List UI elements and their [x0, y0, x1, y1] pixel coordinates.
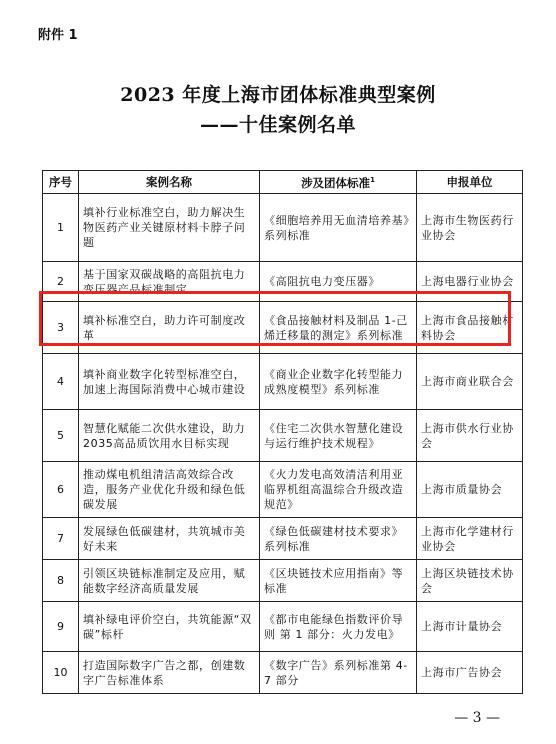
row-organization: 上海市计量协会: [417, 602, 523, 652]
row-index: 3: [43, 302, 79, 354]
header-organization: 申报单位: [417, 171, 523, 194]
row-index: 8: [43, 560, 79, 602]
row-standard: 《食品接触材料及制品 1-己烯迁移量的测定》系列标准: [260, 302, 417, 354]
row-standard: 《住宅二次供水智慧化建设与运行维护技术规程》: [260, 410, 417, 462]
row-standard: 《区块链技术应用指南》等标准: [260, 560, 417, 602]
row-index: 10: [43, 652, 79, 694]
row-organization: 上海区块链技术协会: [417, 560, 523, 602]
table-header-row: [43, 171, 523, 194]
row-index: 6: [43, 462, 79, 518]
table-row: [43, 262, 523, 302]
row-organization: 上海市质量协会: [417, 462, 523, 518]
table-row: [43, 560, 523, 602]
table-row: [43, 462, 523, 518]
row-index: 4: [43, 354, 79, 410]
table-row: [43, 194, 523, 262]
table-row: [43, 354, 523, 410]
row-standard: 《细胞培养用无血清培养基》系列标准: [260, 194, 417, 262]
row-standard: 《绿色低碳建材技术要求》系列标准: [260, 518, 417, 560]
row-case-name: 填补商业数字化转型标准空白，加速上海国际消费中心城市建设: [79, 354, 260, 410]
row-case-name: 填补绿电评价空白，共筑能源“双碳”标杆: [79, 602, 260, 652]
row-index: 5: [43, 410, 79, 462]
row-standard: 《高阻抗电力变压器》: [260, 262, 417, 302]
row-case-name: 填补行业标准空白，助力解决生物医药产业关键原材料卡脖子问题: [79, 194, 260, 262]
attachment-label: 附件 1: [38, 28, 78, 43]
row-index: 1: [43, 194, 79, 262]
row-standard: 《火力发电高效清洁利用亚临界机组高温综合升级改造规范》: [260, 462, 417, 518]
row-organization: 上海市食品接触材料协会: [417, 302, 523, 354]
row-organization: 上海市商业联合会: [417, 354, 523, 410]
header-standard: 涉及团体标准$^1$: [260, 171, 417, 194]
table-row: [43, 652, 523, 694]
table-row: [43, 302, 523, 354]
row-case-name: 发展绿色低碳建材，共筑城市美好未来: [79, 518, 260, 560]
row-standard: 《数字广告》系列标准第 4-7 部分: [260, 652, 417, 694]
document-title: 2023 年度上海市团体标准典型案例: [120, 84, 436, 106]
row-index: 9: [43, 602, 79, 652]
row-case-name: 引领区块链标准制定及应用，赋能数字经济高质量发展: [79, 560, 260, 602]
row-standard: 《都市电能绿色指数评价导则 第 1 部分：火力发电》: [260, 602, 417, 652]
row-case-name: 基于国家双碳战略的高阻抗电力变压器产品标准制定: [79, 262, 260, 302]
row-case-name: 推动煤电机组清洁高效综合改造，服务产业优化升级和绿色低碳发展: [79, 462, 260, 518]
row-organization: 上海市生物医药行业协会: [417, 194, 523, 262]
document-subtitle: ——十佳案例名单: [199, 114, 356, 136]
row-case-name: 打造国际数字广告之都，创建数字广告标准体系: [79, 652, 260, 694]
row-index: 2: [43, 262, 79, 302]
table-row: [43, 602, 523, 652]
row-organization: 上海市供水行业协会: [417, 410, 523, 462]
table-row: [43, 518, 523, 560]
row-case-name: 智慧化赋能二次供水建设，助力2035高品质饮用水目标实现: [79, 410, 260, 462]
case-table: [42, 170, 523, 694]
page-number: — 3 —: [454, 710, 500, 726]
header-case-name: 案例名称: [79, 171, 260, 194]
row-standard: 《商业企业数字化转型能力成熟度模型》系列标准: [260, 354, 417, 410]
row-index: 7: [43, 518, 79, 560]
row-organization: 上海市广告协会: [417, 652, 523, 694]
row-case-name: 填补标准空白，助力许可制度改革: [79, 302, 260, 354]
row-organization: 上海电器行业协会: [417, 262, 523, 302]
header-index: 序号: [43, 171, 79, 194]
table-row: [43, 410, 523, 462]
row-organization: 上海市化学建材行业协会: [417, 518, 523, 560]
